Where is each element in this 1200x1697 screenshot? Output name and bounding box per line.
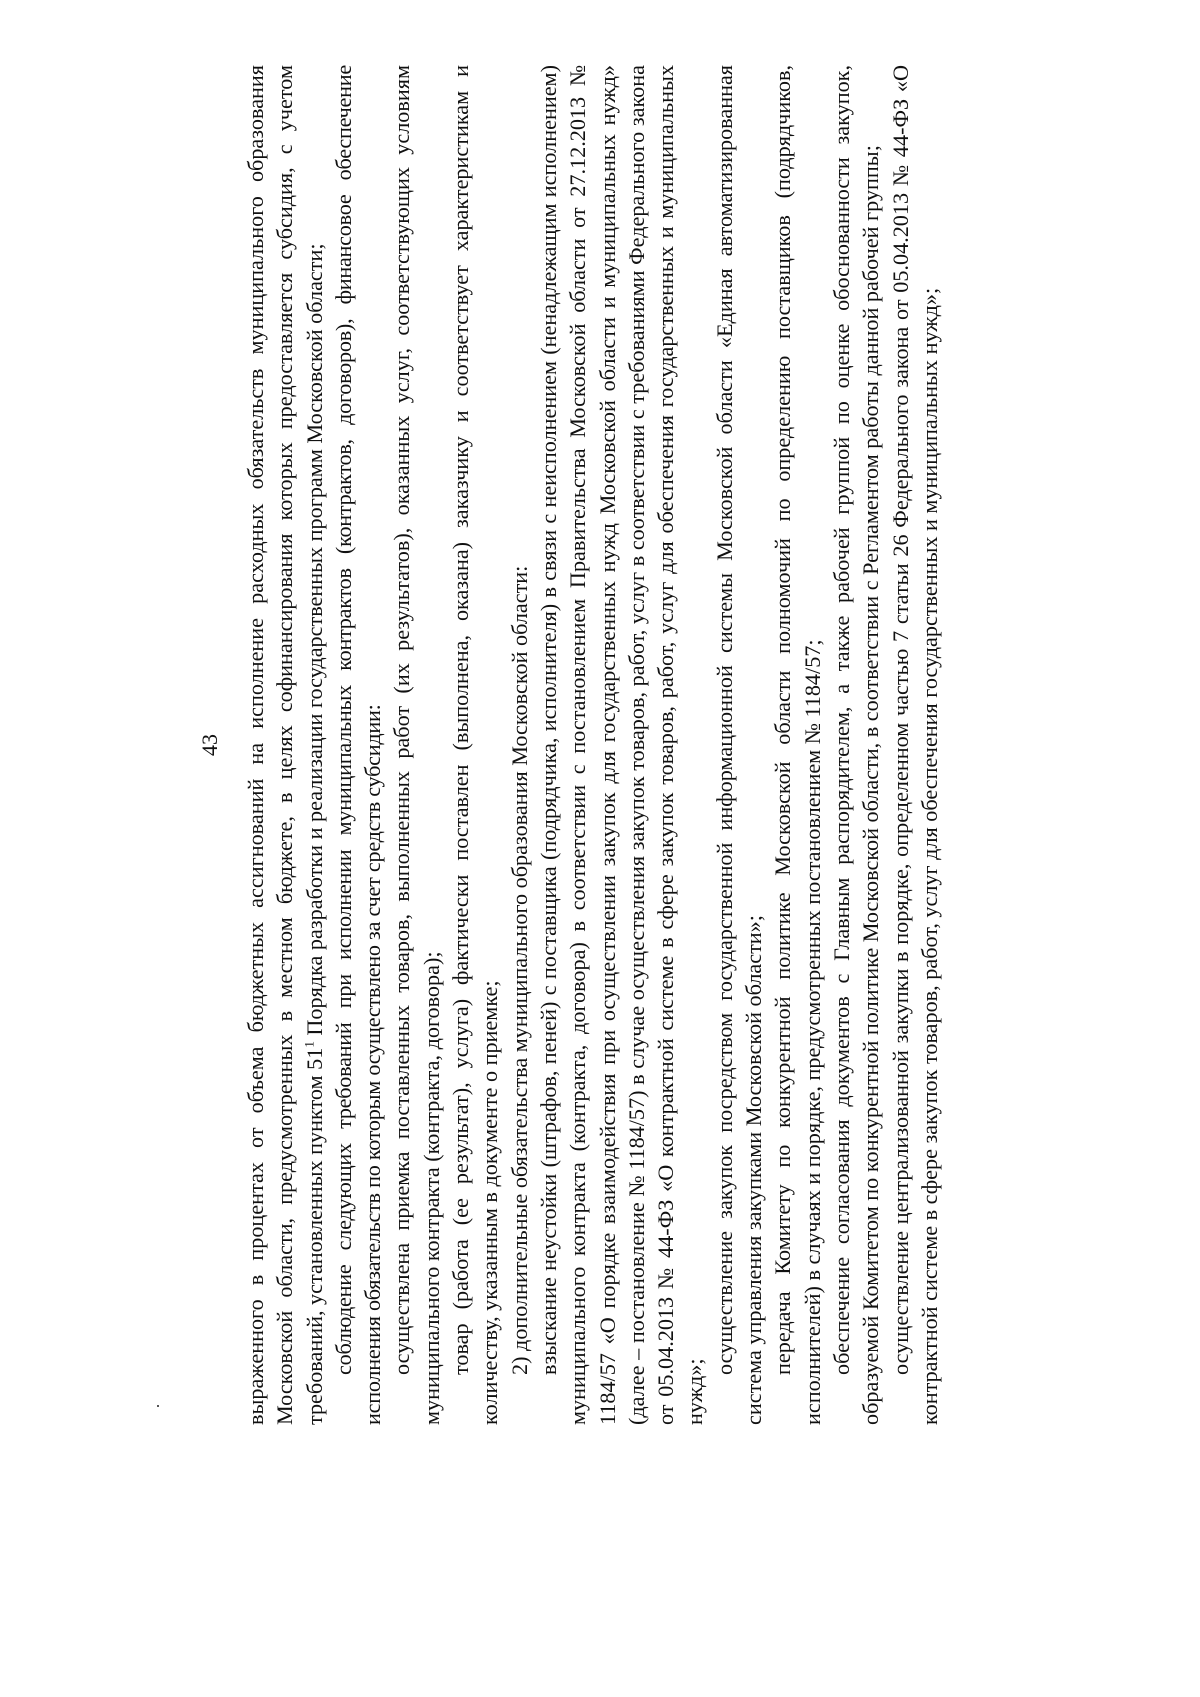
paragraph-requirements: соблюдение следующих требований при исполнении муниципальных контрактов (контрактов, договоров), финансовое обеспечение исполнения обязательств по которым осуществлено за счет средств субсидии:: [330, 65, 386, 1425]
superscript: 1: [301, 1041, 317, 1048]
paragraph-penalties: взыскание неустойки (штрафов, пеней) с поставщика (подрядчика, исполнителя) в связи с неисполнением (ненадлежащим исполнением) муниципального контракта (контракта, договора) в соответствии с постановлением Правительства Московской области от 27.12.2013 № 1184/57 «О порядке взаимодействия при осуществлении закупок для государственных нужд Московской области и муниципальных нужд» (далее – постановление № 1184/57) в случае осуществления закупок товаров, работ, услуг в соответствии с требованиями Федерального закона от 05.04.2013 № 44-ФЗ «О контрактной системе в сфере закупок товаров, работ, услуг для обеспечения государственных и муниципальных нужд»;: [535, 65, 708, 1425]
paragraph-procurement-system: осуществление закупок посредством государственной информационной системы Московской области «Единая автоматизированная система управления закупками Московской области»;: [711, 65, 767, 1425]
paragraph-transfer-powers: передача Комитету по конкурентной политике Московской области полномочий по определению поставщиков (подрядчиков, исполнителей) в случаях и порядке, предусмотренных постановлением № 1184/57;: [770, 65, 825, 1425]
paragraph-additional-obligations: 2) дополнительные обязательства муниципального образования Московской области:: [506, 565, 532, 1375]
rotated-content: [195, 65, 1055, 1425]
paragraph-text-tail: Порядка разработки и реализации государственных программ Московской области;: [301, 243, 327, 1042]
page-number: 43: [197, 734, 222, 756]
scan-speck: [157, 1405, 159, 1407]
paragraph-delivery: товар (работа (ее результат), услуга) фактически поставлен (выполнена, оказана) заказчику и соответствует характеристикам и количеству, указанным в документе о приемке;: [448, 65, 503, 1425]
paragraph-centralized-procurement: осуществление централизованной закупки в порядке, определенном частью 7 статьи 26 Федерального закона от 05.04.2013 № 44-ФЗ «О контрактной системе в сфере закупок товаров, работ, услуг для обеспечения государственных и муниципальных нужд»;: [887, 65, 942, 1425]
paragraph-text: выраженного в процентах от объема бюджетных ассигнований на исполнение расходных обязательств муниципального образования Московской области, предусмотренных в местном бюджете, в целях софинансирования которых предоставляется субсидия, с учетом требований, установленных пунктом 51: [243, 65, 327, 1425]
body-text: [241, 65, 944, 1425]
paragraph-approval: обеспечение согласования документов с Главным распорядителем, а также рабочей группой по оценке обоснованности закупок, образуемой Комитетом по конкурентной политике Московской области, в соответствии с Регламентом работы данной рабочей группы;: [828, 65, 884, 1425]
paragraph-budget-share: [241, 65, 329, 1425]
paragraph-acceptance: осуществлена приемка поставленных товаров, выполненных работ (их результатов), оказанных услуг, соответствующих условиям муниципального контракта (контракта, договора);: [389, 65, 444, 1425]
